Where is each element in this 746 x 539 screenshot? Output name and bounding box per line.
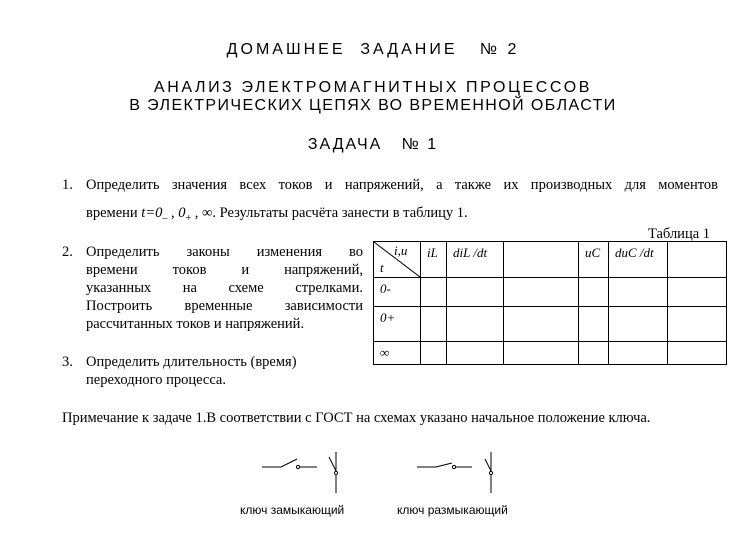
item-2-line: Построить временные зависимости [86, 298, 363, 314]
homework-title: ДОМАШНЕЕ ЗАДАНИЕ № 2 [226, 41, 520, 58]
table-header-cell [421, 242, 447, 278]
opening-switch-label: ключ размыкающий [397, 503, 508, 517]
closing-switch-horizontal-icon [262, 459, 317, 469]
col-header-label: uC [585, 245, 601, 260]
item-3-line: Определить длительность (время) [86, 354, 297, 370]
item-3-number: 3. [62, 354, 73, 370]
table-cell [504, 307, 579, 342]
col-header-label [504, 242, 578, 245]
table-row [374, 342, 727, 365]
table-cell [421, 307, 447, 342]
switch-symbols [0, 450, 746, 530]
col-header-label: iL [427, 245, 438, 260]
table-cell [579, 307, 609, 342]
results-table [373, 241, 727, 365]
table-header-cell [579, 242, 609, 278]
col-header-label [668, 242, 726, 245]
item-2-line: времени токов и напряжений, [86, 262, 363, 278]
table-cell [668, 307, 727, 342]
item-3-line: переходного процесса. [86, 372, 226, 388]
corner-top-label: i,u [394, 243, 408, 258]
corner-bottom-label: t [380, 260, 384, 275]
table-caption: Таблица 1 [648, 226, 711, 242]
table-header-row [374, 242, 727, 278]
table-row [374, 307, 727, 342]
opening-switch-horizontal-icon [417, 463, 472, 469]
table-cell [668, 342, 727, 365]
item-1-line2-prefix: времени [86, 205, 142, 221]
table-cell [609, 307, 668, 342]
row-label-cell [374, 307, 421, 342]
item-1-sub-plus: + [185, 212, 192, 224]
item-2-line: рассчитанных токов и напряжений. [86, 316, 305, 332]
item-1-mid: , 0 [167, 205, 186, 221]
topic-title-line1: АНАЛИЗ ЭЛЕКТРОМАГНИТНЫХ ПРОЦЕССОВ [153, 79, 593, 96]
table-cell [579, 278, 609, 307]
item-1-line2 [86, 204, 468, 228]
item-2-number: 2. [62, 244, 73, 260]
table-cell [609, 342, 668, 365]
item-1-sub-minus: – [162, 212, 168, 224]
table-cell [579, 342, 609, 365]
item-2-text [86, 243, 363, 333]
table-header-cell [668, 242, 727, 278]
table-cell [447, 278, 504, 307]
task-title: ЗАДАЧА № 1 [307, 136, 439, 153]
item-1-time-var: t=0 [141, 205, 163, 221]
row-label-cell [374, 278, 421, 307]
row-label: 0+ [380, 310, 396, 325]
table-cell [421, 278, 447, 307]
col-header-label: diL /dt [453, 245, 488, 260]
closing-switch-label: ключ замыкающий [240, 503, 345, 517]
topic-title-line2: В ЭЛЕКТРИЧЕСКИХ ЦЕПЯХ ВО ВРЕМЕННОЙ ОБЛАСТИ [129, 97, 617, 114]
table-header-cell [609, 242, 668, 278]
table-row [374, 278, 727, 307]
item-1-line1: Определить значения всех токов и напряжений, а также их производных для моментов [86, 177, 718, 193]
col-header-label: duC /dt [615, 245, 654, 260]
row-label: 0- [380, 281, 391, 296]
opening-switch-vertical-icon [485, 452, 493, 493]
table-cell [504, 342, 579, 365]
item-2-line: указанных на схеме стрелками. [86, 280, 363, 296]
table-header-cell [504, 242, 579, 278]
table-cell [504, 278, 579, 307]
item-3-text [86, 353, 297, 389]
item-2-line: Определить законы изменения во [86, 244, 363, 260]
row-label-cell [374, 342, 421, 365]
table-corner-cell [374, 242, 421, 278]
table-cell [609, 278, 668, 307]
row-label: ∞ [380, 345, 390, 360]
item-1-line2-end: , ∞. Результаты расчёта занести в таблицу 1. [191, 205, 468, 221]
item-1-number: 1. [62, 177, 73, 193]
note-text: Примечание к задаче 1.В соответствии с ГОСТ на схемах указано начальное положение ключа. [62, 410, 651, 426]
table-cell [447, 307, 504, 342]
table-header-cell [447, 242, 504, 278]
closing-switch-vertical-icon [329, 452, 338, 493]
table-cell [421, 342, 447, 365]
table-cell [668, 278, 727, 307]
table-cell [447, 342, 504, 365]
